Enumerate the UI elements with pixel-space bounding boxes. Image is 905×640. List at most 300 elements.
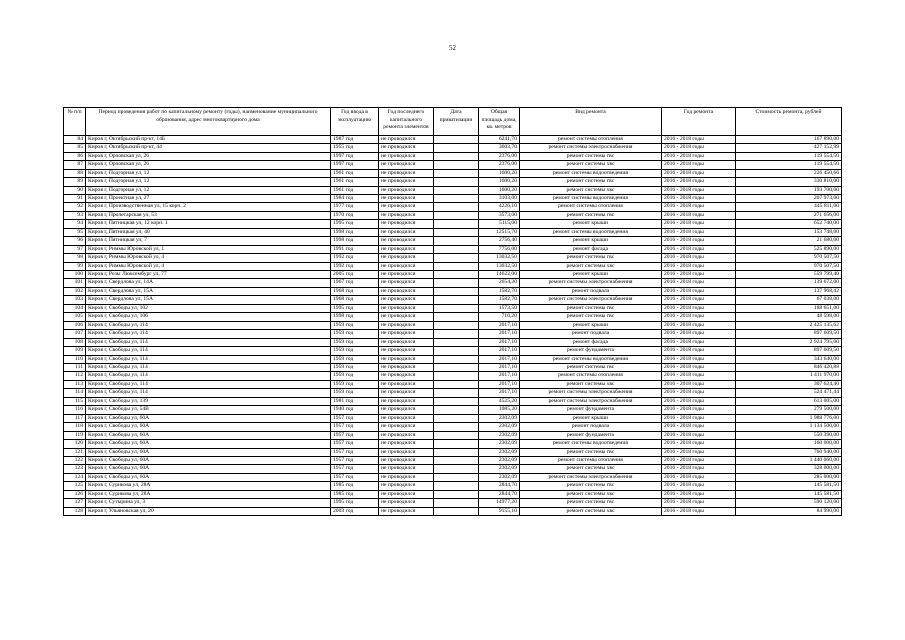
cell-address: Киров г, Проектная ул, 27 xyxy=(86,194,331,202)
cell-last-repair: не проводился xyxy=(379,169,434,177)
cell-num: 85 xyxy=(64,144,86,152)
cell-num: 114 xyxy=(64,389,86,397)
cell-area: 12515,70 xyxy=(479,228,520,236)
table-row xyxy=(64,279,842,287)
cell-year-built: 1995 год xyxy=(331,304,379,312)
cell-privatization xyxy=(434,389,479,397)
cell-area: 2017,10 xyxy=(479,389,520,397)
table-row xyxy=(64,389,842,397)
table-row xyxy=(64,161,842,169)
cell-address: Киров г, Свободы ул, 60А xyxy=(86,473,331,481)
cell-cost: 279 500,00 xyxy=(736,406,842,414)
cell-cost: 137 968,42 xyxy=(736,287,842,295)
cell-address: Киров г, Свободы ул, 60А xyxy=(86,448,331,456)
cell-address: Киров г, Свободы ул, 114 xyxy=(86,355,331,363)
cell-cost: 1 411 970,00 xyxy=(736,372,842,380)
cell-repair-type: ремонт системы хвс xyxy=(520,186,662,194)
cell-address: Киров г, Свободы ул, 114 xyxy=(86,330,331,338)
cell-last-repair: не проводился xyxy=(379,473,434,481)
cell-year-built: 1991 год xyxy=(331,245,379,253)
cell-area: 14977,20 xyxy=(479,499,520,507)
cell-year-built: 1959 год xyxy=(331,355,379,363)
cell-privatization xyxy=(434,490,479,498)
cell-address: Киров г, Орловская ул, 26 xyxy=(86,152,331,160)
cell-num: 89 xyxy=(64,178,86,186)
cell-repair-period: 2016 - 2018 годы xyxy=(662,254,736,262)
cell-year-built: 1955 год xyxy=(331,144,379,152)
cell-repair-type: ремонт системы гвс xyxy=(520,448,662,456)
cell-num: 94 xyxy=(64,220,86,228)
cell-year-built: 1985 год xyxy=(331,490,379,498)
cell-last-repair: не проводился xyxy=(379,178,434,186)
header-last-repair: Год последнего капитального ремонта элементов xyxy=(379,108,434,136)
cell-year-built: 1992 год xyxy=(331,262,379,270)
cell-last-repair: не проводился xyxy=(379,490,434,498)
table-row xyxy=(64,330,842,338)
cell-repair-type: ремонт крыши xyxy=(520,414,662,422)
cell-privatization xyxy=(434,330,479,338)
cell-repair-type: ремонт системы гвс xyxy=(520,178,662,186)
cell-num: 97 xyxy=(64,245,86,253)
table-row xyxy=(64,457,842,465)
cell-address: Киров г, Свободы ул, 54В xyxy=(86,406,331,414)
cell-area: 1582,70 xyxy=(479,296,520,304)
cell-last-repair: не проводился xyxy=(379,135,434,143)
cell-cost: 226 450,66 xyxy=(736,169,842,177)
table-row xyxy=(64,448,842,456)
table-row xyxy=(64,271,842,279)
cell-area: 2302,09 xyxy=(479,440,520,448)
cell-address: Киров г, Свободы ул, 114 xyxy=(86,372,331,380)
table-row xyxy=(64,372,842,380)
cell-privatization xyxy=(434,423,479,431)
cell-num: 122 xyxy=(64,457,86,465)
cell-cost: 525 890,00 xyxy=(736,245,842,253)
cell-year-built: 1985 год xyxy=(331,482,379,490)
cell-year-built: 1998 год xyxy=(331,237,379,245)
cell-num: 91 xyxy=(64,194,86,202)
cell-address: Киров г, Свободы ул, 60А xyxy=(86,423,331,431)
cell-address: Киров г, Свободы ул, 114 xyxy=(86,380,331,388)
table-row xyxy=(64,397,842,405)
cell-privatization xyxy=(434,304,479,312)
cell-repair-type: ремонт системы гвс xyxy=(520,211,662,219)
cell-privatization xyxy=(434,186,479,194)
cell-last-repair: не проводился xyxy=(379,440,434,448)
cell-repair-period: 2016 - 2018 годы xyxy=(662,271,736,279)
cell-address: Киров г, Свободы ул, 60А xyxy=(86,431,331,439)
cell-repair-period: 2016 - 2018 годы xyxy=(662,423,736,431)
cell-num: 124 xyxy=(64,473,86,481)
cell-num: 110 xyxy=(64,355,86,363)
cell-area: 2017,10 xyxy=(479,347,520,355)
cell-num: 106 xyxy=(64,321,86,329)
cell-privatization xyxy=(434,440,479,448)
cell-last-repair: не проводился xyxy=(379,245,434,253)
cell-repair-period: 2016 - 2018 годы xyxy=(662,279,736,287)
cell-area: 7756,00 xyxy=(479,245,520,253)
cell-area: 2017,10 xyxy=(479,330,520,338)
cell-cost: 2 425 135,62 xyxy=(736,321,842,329)
cell-privatization xyxy=(434,169,479,177)
cell-num: 95 xyxy=(64,228,86,236)
cell-num: 92 xyxy=(64,203,86,211)
cell-area: 2756,40 xyxy=(479,237,520,245)
cell-area: 4525,20 xyxy=(479,397,520,405)
cell-cost: 1 440 060,00 xyxy=(736,457,842,465)
cell-address: Киров г, Свободы ул, 106 xyxy=(86,313,331,321)
cell-year-built: 1957 год xyxy=(331,440,379,448)
cell-repair-period: 2016 - 2018 годы xyxy=(662,144,736,152)
cell-address: Киров г, Сутырина ул, 3 xyxy=(86,499,331,507)
cell-area: 2302,09 xyxy=(479,448,520,456)
cell-last-repair: не проводился xyxy=(379,304,434,312)
cell-repair-type: ремонт системы электроснабжения xyxy=(520,389,662,397)
table-row xyxy=(64,431,842,439)
cell-area: 3573,00 xyxy=(479,211,520,219)
cell-address: Киров г, Свободы ул, 60А xyxy=(86,465,331,473)
cell-repair-type: ремонт фасада xyxy=(520,338,662,346)
table-row xyxy=(64,237,842,245)
cell-repair-period: 2016 - 2018 годы xyxy=(662,499,736,507)
cell-privatization xyxy=(434,372,479,380)
table-row xyxy=(64,296,842,304)
table-row xyxy=(64,228,842,236)
cell-year-built: 1961 год xyxy=(331,186,379,194)
cell-cost: 524 471,44 xyxy=(736,389,842,397)
cell-cost: 21 680,00 xyxy=(736,237,842,245)
cell-repair-type: ремонт крыши xyxy=(520,271,662,279)
cell-repair-type: ремонт системы хвс xyxy=(520,262,662,270)
cell-repair-type: ремонт системы хвс xyxy=(520,161,662,169)
cell-last-repair: не проводился xyxy=(379,144,434,152)
cell-year-built: 1959 год xyxy=(331,364,379,372)
cell-repair-period: 2016 - 2018 годы xyxy=(662,296,736,304)
cell-num: 98 xyxy=(64,254,86,262)
cell-cost: 48 598,00 xyxy=(736,313,842,321)
cell-repair-period: 2016 - 2018 годы xyxy=(662,245,736,253)
cell-area: 9155,10 xyxy=(479,507,520,515)
cell-privatization xyxy=(434,499,479,507)
cell-repair-period: 2016 - 2018 годы xyxy=(662,347,736,355)
cell-privatization xyxy=(434,254,479,262)
cell-privatization xyxy=(434,296,479,304)
cell-address: Киров г, Сурикова ул, 28А xyxy=(86,490,331,498)
cell-address: Киров г, Орловская ул, 26 xyxy=(86,161,331,169)
cell-last-repair: не проводился xyxy=(379,186,434,194)
cell-address: Киров г, Ульяновская ул, 20 xyxy=(86,507,331,515)
cell-address: Киров г, Подгорная ул, 12 xyxy=(86,178,331,186)
cell-cost: 343 640,00 xyxy=(736,355,842,363)
cell-num: 93 xyxy=(64,211,86,219)
cell-address: Киров г, Подгорная ул, 12 xyxy=(86,186,331,194)
cell-repair-period: 2016 - 2018 годы xyxy=(662,152,736,160)
cell-year-built: 1957 год xyxy=(331,423,379,431)
cell-cost: 970 507,50 xyxy=(736,262,842,270)
cell-year-built: 1959 год xyxy=(331,330,379,338)
cell-repair-type: ремонт системы электроснабжения xyxy=(520,296,662,304)
cell-repair-type: ремонт крыши xyxy=(520,220,662,228)
cell-last-repair: не проводился xyxy=(379,313,434,321)
cell-last-repair: не проводился xyxy=(379,414,434,422)
cell-repair-type: ремонт крыши xyxy=(520,321,662,329)
cell-year-built: 1967 год xyxy=(331,279,379,287)
cell-num: 111 xyxy=(64,364,86,372)
table-row xyxy=(64,194,842,202)
cell-area: 2017,10 xyxy=(479,321,520,329)
cell-num: 123 xyxy=(64,465,86,473)
cell-last-repair: не проводился xyxy=(379,347,434,355)
cell-last-repair: не проводился xyxy=(379,296,434,304)
table-row xyxy=(64,355,842,363)
cell-num: 99 xyxy=(64,262,86,270)
cell-last-repair: не проводился xyxy=(379,364,434,372)
cell-privatization xyxy=(434,347,479,355)
cell-year-built: 1968 год xyxy=(331,287,379,295)
cell-year-built: 1959 год xyxy=(331,321,379,329)
cell-num: 103 xyxy=(64,296,86,304)
table-row xyxy=(64,364,842,372)
cell-privatization xyxy=(434,152,479,160)
cell-num: 120 xyxy=(64,440,86,448)
cell-cost: 550 390,00 xyxy=(736,431,842,439)
cell-year-built: 1957 год xyxy=(331,431,379,439)
cell-address: Киров г, Розы Люксембург ул, 77 xyxy=(86,271,331,279)
cell-cost: 559 799,40 xyxy=(736,271,842,279)
cell-num: 127 xyxy=(64,499,86,507)
cell-cost: 188 651,00 xyxy=(736,304,842,312)
cell-address: Киров г, Сурикова ул, 28А xyxy=(86,482,331,490)
cell-year-built: 1977 год xyxy=(331,203,379,211)
cell-repair-type: ремонт системы отопления xyxy=(520,457,662,465)
cell-cost: 1 134 500,00 xyxy=(736,423,842,431)
cell-cost: 160 000,00 xyxy=(736,440,842,448)
cell-privatization xyxy=(434,431,479,439)
cell-repair-period: 2016 - 2018 годы xyxy=(662,338,736,346)
cell-area: 13032,50 xyxy=(479,254,520,262)
table-row xyxy=(64,499,842,507)
cell-address: Киров г, Подгорная ул, 12 xyxy=(86,169,331,177)
cell-year-built: 1970 год xyxy=(331,211,379,219)
cell-address: Киров г, Свободы ул, 114 xyxy=(86,347,331,355)
cell-repair-type: ремонт системы водоотведения xyxy=(520,194,662,202)
cell-repair-type: ремонт крыши xyxy=(520,237,662,245)
cell-year-built: 2003 год xyxy=(331,507,379,515)
cell-repair-period: 2016 - 2018 годы xyxy=(662,490,736,498)
cell-year-built: 1959 год xyxy=(331,389,379,397)
cell-repair-type: ремонт подвала xyxy=(520,287,662,295)
cell-year-built: 1961 год xyxy=(331,169,379,177)
cell-cost: 427 152,99 xyxy=(736,144,842,152)
cell-cost: 67 038,00 xyxy=(736,296,842,304)
cell-address: Киров г, Риммы Юровской ул, 1 xyxy=(86,245,331,253)
cell-privatization xyxy=(434,194,479,202)
cell-year-built: 1957 год xyxy=(331,465,379,473)
cell-area: 5115,00 xyxy=(479,220,520,228)
cell-address: Киров г, Свободы ул, 114 xyxy=(86,338,331,346)
cell-area: 2376,00 xyxy=(479,152,520,160)
table-row xyxy=(64,321,842,329)
cell-privatization xyxy=(434,262,479,270)
cell-last-repair: не проводился xyxy=(379,406,434,414)
table-row xyxy=(64,211,842,219)
cell-repair-period: 2016 - 2018 годы xyxy=(662,389,736,397)
cell-area: 2654,20 xyxy=(479,279,520,287)
repair-table xyxy=(63,107,842,516)
cell-privatization xyxy=(434,473,479,481)
cell-cost: 119 554,50 xyxy=(736,161,842,169)
cell-repair-type: ремонт фасада xyxy=(520,245,662,253)
cell-year-built: 1995 год xyxy=(331,220,379,228)
cell-address: Киров г, Свободы ул, 139 xyxy=(86,397,331,405)
cell-area: 1600,20 xyxy=(479,186,520,194)
table-row xyxy=(64,338,842,346)
cell-repair-type: ремонт системы гвс xyxy=(520,152,662,160)
cell-area: 2844,70 xyxy=(479,490,520,498)
cell-address: Киров г, Свободы ул, 114 xyxy=(86,389,331,397)
cell-repair-type: ремонт системы хвс xyxy=(520,490,662,498)
cell-privatization xyxy=(434,457,479,465)
cell-repair-period: 2016 - 2018 годы xyxy=(662,431,736,439)
cell-last-repair: не проводился xyxy=(379,431,434,439)
cell-cost: 84 990,00 xyxy=(736,507,842,515)
cell-year-built: 1957 год xyxy=(331,448,379,456)
cell-year-built: 1959 год xyxy=(331,380,379,388)
cell-address: Киров г, Свердлова ул, 14А xyxy=(86,279,331,287)
header-num: № п/п xyxy=(64,108,86,136)
cell-repair-period: 2016 - 2018 годы xyxy=(662,287,736,295)
cell-area: 2302,09 xyxy=(479,414,520,422)
cell-year-built: 1968 год xyxy=(331,296,379,304)
table-row xyxy=(64,152,842,160)
cell-last-repair: не проводился xyxy=(379,457,434,465)
cell-privatization xyxy=(434,406,479,414)
cell-area: 2017,10 xyxy=(479,380,520,388)
cell-repair-type: ремонт системы электроснабжения xyxy=(520,279,662,287)
cell-address: Киров г, Свободы ул, 114 xyxy=(86,321,331,329)
cell-repair-type: ремонт системы водоотведения xyxy=(520,228,662,236)
cell-num: 115 xyxy=(64,397,86,405)
cell-privatization xyxy=(434,144,479,152)
cell-cost: 846 420,88 xyxy=(736,364,842,372)
table-row xyxy=(64,423,842,431)
cell-repair-type: ремонт системы гвс xyxy=(520,364,662,372)
cell-address: Киров г, Октябрьский пр-кт, 14Б xyxy=(86,135,331,143)
cell-cost: 1 988 776,00 xyxy=(736,414,842,422)
cell-repair-type: ремонт системы водоотведения xyxy=(520,440,662,448)
cell-cost: 760 940,00 xyxy=(736,448,842,456)
cell-num: 128 xyxy=(64,507,86,515)
cell-privatization xyxy=(434,245,479,253)
cell-cost: 207 973,00 xyxy=(736,194,842,202)
cell-num: 121 xyxy=(64,448,86,456)
cell-num: 102 xyxy=(64,287,86,295)
cell-repair-period: 2016 - 2018 годы xyxy=(662,482,736,490)
cell-address: Киров г, Октябрьский пр-кт, 44 xyxy=(86,144,331,152)
cell-year-built: 1984 год xyxy=(331,194,379,202)
cell-num: 117 xyxy=(64,414,86,422)
cell-area: 2302,09 xyxy=(479,465,520,473)
cell-address: Киров г, Пятницкая ул, 7 xyxy=(86,237,331,245)
table-row xyxy=(64,414,842,422)
cell-num: 109 xyxy=(64,347,86,355)
cell-num: 104 xyxy=(64,304,86,312)
cell-repair-period: 2016 - 2018 годы xyxy=(662,448,736,456)
table-row xyxy=(64,507,842,515)
table-row xyxy=(64,135,842,143)
cell-address: Киров г, Риммы Юровской ул, 4 xyxy=(86,254,331,262)
table-row xyxy=(64,490,842,498)
cell-year-built: 1961 год xyxy=(331,178,379,186)
cell-repair-period: 2016 - 2018 годы xyxy=(662,372,736,380)
cell-address: Киров г, Свободы ул, 60А xyxy=(86,457,331,465)
table-row xyxy=(64,262,842,270)
cell-privatization xyxy=(434,465,479,473)
cell-last-repair: не проводился xyxy=(379,507,434,515)
cell-repair-type: ремонт фундамента xyxy=(520,431,662,439)
cell-privatization xyxy=(434,161,479,169)
cell-last-repair: не проводился xyxy=(379,465,434,473)
cell-repair-period: 2016 - 2018 годы xyxy=(662,507,736,515)
cell-address: Киров г, Пятницкая ул, 40 xyxy=(86,228,331,236)
cell-privatization xyxy=(434,321,479,329)
cell-area: 2017,10 xyxy=(479,372,520,380)
table-header-row xyxy=(64,108,842,136)
cell-num: 107 xyxy=(64,330,86,338)
cell-repair-period: 2016 - 2018 годы xyxy=(662,220,736,228)
cell-repair-type: ремонт системы водоотведения xyxy=(520,355,662,363)
cell-privatization xyxy=(434,355,479,363)
cell-address: Киров г, Свердлова ул, 15А xyxy=(86,287,331,295)
cell-privatization xyxy=(434,414,479,422)
table-row xyxy=(64,203,842,211)
cell-privatization xyxy=(434,178,479,186)
cell-repair-period: 2016 - 2018 годы xyxy=(662,440,736,448)
cell-cost: 613 005,00 xyxy=(736,397,842,405)
cell-repair-type: ремонт фундамента xyxy=(520,347,662,355)
cell-year-built: 1957 год xyxy=(331,414,379,422)
cell-area: 2017,10 xyxy=(479,338,520,346)
cell-cost: 307 624,40 xyxy=(736,380,842,388)
cell-last-repair: не проводился xyxy=(379,279,434,287)
cell-repair-type: ремонт системы гвс xyxy=(520,304,662,312)
cell-repair-type: ремонт системы гвс xyxy=(520,313,662,321)
header-privatization: Дата приватизации xyxy=(434,108,479,136)
table-row xyxy=(64,313,842,321)
cell-cost: 897 609,50 xyxy=(736,330,842,338)
cell-last-repair: не проводился xyxy=(379,321,434,329)
cell-repair-type: ремонт системы хвс xyxy=(520,380,662,388)
cell-address: Киров г, Риммы Юровской ул, 4 xyxy=(86,262,331,270)
cell-repair-type: ремонт системы гвс xyxy=(520,499,662,507)
cell-repair-period: 2016 - 2018 годы xyxy=(662,397,736,405)
cell-year-built: 1959 год xyxy=(331,338,379,346)
table-row xyxy=(64,254,842,262)
cell-num: 119 xyxy=(64,431,86,439)
cell-year-built: 1997 год xyxy=(331,161,379,169)
table-row xyxy=(64,144,842,152)
cell-repair-period: 2016 - 2018 годы xyxy=(662,262,736,270)
table-row xyxy=(64,482,842,490)
cell-cost: 445 811,00 xyxy=(736,203,842,211)
cell-area: 2376,00 xyxy=(479,161,520,169)
cell-last-repair: не проводился xyxy=(379,338,434,346)
cell-repair-type: ремонт системы отопления xyxy=(520,135,662,143)
cell-cost: 145 581,50 xyxy=(736,490,842,498)
cell-last-repair: не проводился xyxy=(379,397,434,405)
cell-area: 2017,10 xyxy=(479,355,520,363)
cell-repair-period: 2016 - 2018 годы xyxy=(662,211,736,219)
